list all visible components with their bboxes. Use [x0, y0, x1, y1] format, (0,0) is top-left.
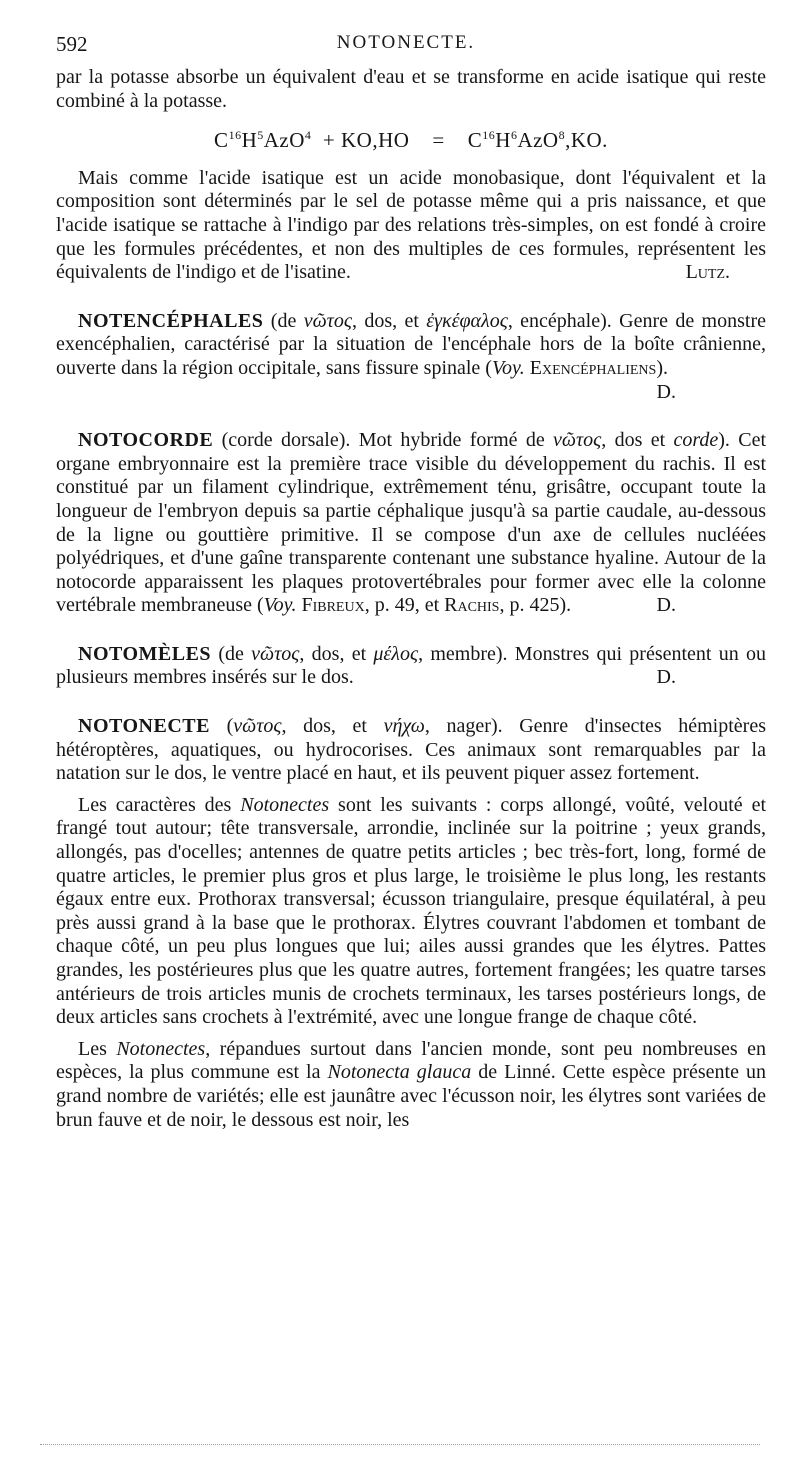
page-content — [56, 66, 766, 1132]
footer-divider — [40, 1444, 760, 1445]
headword: NOTOMÈLES — [78, 642, 212, 665]
entry-notomeles: NOTOMÈLES (de νῶτος, dos, et μέλος, membre). Monstres qui présentent un ou plusieurs membres insérés sur le dos. D. — [56, 642, 767, 689]
entry-notencephales: NOTENCÉPHALES (de νῶτος, dos, et ἐγκέφαλος, encéphale). Genre de monstre exencéphalien, caractérisé par la situation de l'encéphale hors de la boîte crânienne, ouverte dans la région occipitale, sans fissure spinale (Voy. Exencéphaliens). D. — [56, 309, 766, 403]
author-signature: D. — [656, 380, 676, 403]
intro-line: par la potasse absorbe un équivalent d'eau et se transforme en acide isatique qui reste combiné à la potasse. — [56, 66, 766, 112]
entry-notocorde: NOTOCORDE (corde dorsale). Mot hybride formé de νῶτος, dos et corde). Cet organe embryonnaire est la première trace visible du développement du rachis. Il est constitué par un filament cylindrique, extrêmement ténu, grisâtre, occupant toute la longueur de l'embryon depuis sa partie céphalique jusqu'à sa partie caudale, au-dessous de la ligne ou gouttière primitive. Il se compose d'un axe de cellules nucléées polyédriques, et d'une gaîne transparente contenant une substance hyaline. Autour de la notocorde apparaissent les plaques protovertébrales pour former avec elle la colonne vertébrale membraneuse (Voy. Fibreux, p. 49, et Rachis, p. 425). D. — [56, 429, 766, 617]
chemical-formula: $C^{16}H^5AzO^4 + KO,HO$ = $C^{16}H^6AzO^8,KO$. — [214, 128, 608, 153]
headword: NOTOCORDE — [78, 429, 214, 452]
headword: NOTONECTE — [78, 715, 210, 738]
entry-notonecte: NOTONECTE (νῶτος, dos, et νήχω, nager). Genre d'insectes hémiptères hétéroptères, aquatiques, ou hydrocorises. Ces animaux sont remarquables par la natation sur le dos, le ventre placé en haut, et ils peuvent piquer assez fortement. — [56, 715, 766, 785]
author-signature: Lutz. — [685, 261, 730, 284]
page-header — [56, 32, 756, 58]
notonecte-characters-paragraph: Les caractères des Notonectes sont les suivants : corps allongé, voûté, velouté et frangé tout autour; tête transversale, arrondie, inclinée sur la poitrine ; yeux grands, allongés, pas d'ocelles; antennes de quatre petits articles ; bec très-fort, long, formé de quatre articles, le premier plus gros et plus large, le troisième le plus long, les restants égaux entre eux. Prothorax transversal; écusson triangulaire, presque équilatéral, à peu près aussi grand à la base que le prothorax. Élytres couvrant l'abdomen et tombant de chaque côté, un peu plus longues que lui; ailes aussi grandes que les élytres. Pattes grandes, les postérieures plus que les quatre autres, fortement frangées; les quatre tarses antérieurs de trois articles munis de crochets terminaux, les tarses postérieurs longs, de deux articles sans crochets à l'extrémité, avec une longue frange de chaque côté. — [56, 793, 766, 1029]
page-number: 592 — [56, 32, 88, 56]
intro-paragraph: Mais comme l'acide isatique est un acide monobasique, dont l'équivalent et la composition sont déterminés par le sel de potasse même qui a pris naissance, et que l'acide isatique se rattache à l'indigo par des relations très-simples, on est fondé à croire que les formules précédentes, et non des multiples de ces formules, représentent les équivalents de l'indigo et de l'isatine. Lutz. — [56, 166, 766, 284]
notonecte-species-paragraph: Les Notonectes, répandues surtout dans l'ancien monde, sont peu nombreuses en espèces, la plus commune est la Notonecta glauca de Linné. Cette espèce présente un grand nombre de variétés; elle est jaunâtre avec l'écusson noir, les élytres sont variées de brun fauve et de noir, le dessous est noir, les — [56, 1037, 767, 1131]
running-title: NOTONECTE. — [336, 32, 476, 53]
author-signature: D. — [656, 666, 676, 689]
author-signature: D. — [656, 594, 676, 617]
headword: NOTENCÉPHALES — [78, 309, 264, 332]
